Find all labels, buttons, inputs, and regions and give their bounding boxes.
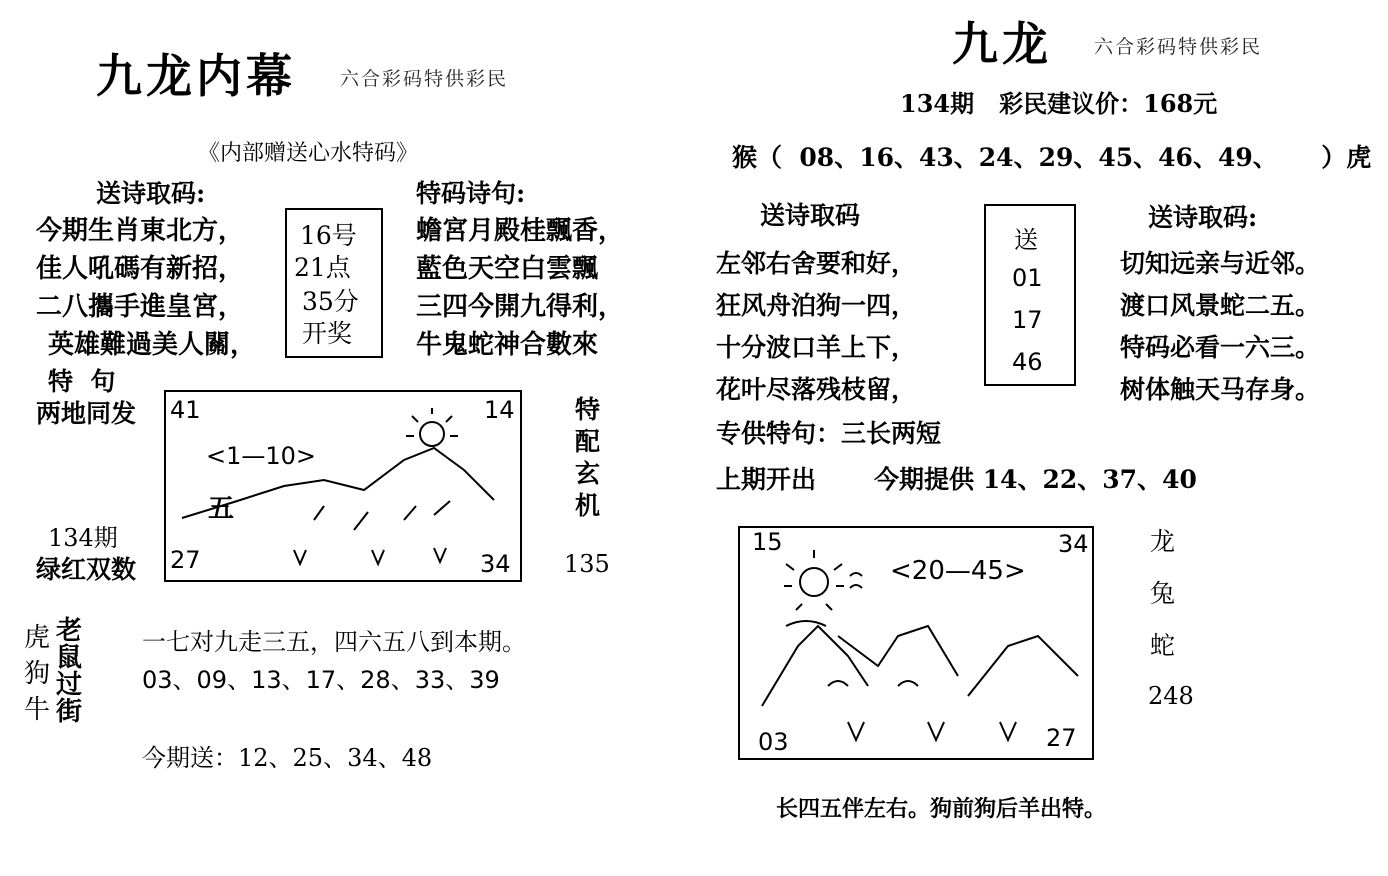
zodiac-tiger: 虎 xyxy=(24,623,51,653)
big-char-3: 过 xyxy=(56,670,83,700)
right-bottom-note: 长四五伴左右。狗前狗后羊出特。 xyxy=(776,796,1107,822)
right-poem2-heading: 送诗取码: xyxy=(1148,203,1258,232)
side-char-2: 配 xyxy=(575,427,601,456)
right-subtitle: 六合彩码特供彩民 xyxy=(1094,36,1263,58)
big-char-1: 老 xyxy=(56,616,83,646)
two-places-label: 两地同发 xyxy=(36,399,137,428)
left-title: 九龙内幕 xyxy=(96,49,296,103)
right-poem2-line-1: 切知远亲与近邻。 xyxy=(1120,249,1321,278)
side-char-1: 特 xyxy=(575,395,601,424)
zodiac-dog: 狗 xyxy=(24,659,51,689)
left-special-poem-4: 牛鬼蛇神合數來 xyxy=(416,330,599,360)
gift-box-label: 送 xyxy=(1014,226,1038,254)
big-char-2: 鼠 xyxy=(56,643,83,673)
left-special-poem-heading: 特码诗句: xyxy=(416,179,526,208)
right-poem2-line-4: 树体触天马存身。 xyxy=(1120,375,1321,404)
left-sketch-bottom-right: 34 xyxy=(480,550,511,578)
right-title: 九龙 xyxy=(952,17,1052,71)
gift-number-1: 01 xyxy=(1012,264,1043,292)
left-sketch-top-right: 14 xyxy=(484,396,515,424)
big-char-4: 街 xyxy=(56,697,83,727)
right-poem-line-4: 花叶尽落残枝留， xyxy=(716,375,917,404)
green-red-label: 绿红双数 xyxy=(36,555,137,584)
left-sketch-drawing xyxy=(164,390,520,580)
draw-time-hour: 21点 xyxy=(294,253,351,282)
right-poem2-line-3: 特码必看一六三。 xyxy=(1120,333,1321,362)
left-sketch-top-left: 41 xyxy=(170,396,201,424)
side-char-4: 机 xyxy=(575,491,601,520)
right-poem-heading: 送诗取码 xyxy=(760,201,861,230)
left-side-vertical xyxy=(575,394,600,522)
side-snake: 蛇 xyxy=(1150,631,1176,660)
left-side-number: 135 xyxy=(564,550,610,578)
draw-time-minute: 35分 xyxy=(302,287,359,316)
right-side-number: 248 xyxy=(1148,682,1194,710)
right-monkey-line: 猴（ 08、16、43、24、29、45、46、49、 ）虎 xyxy=(732,143,1372,172)
right-poem-line-2: 狂风舟泊狗一四， xyxy=(716,291,917,320)
left-sketch-range: <1—10> xyxy=(206,442,317,470)
left-numbers: 03、09、13、17、28、33、39 xyxy=(142,666,500,694)
right-last-period: 上期开出 xyxy=(716,465,817,494)
right-special-sentence: 专供特句：三长两短 xyxy=(716,419,942,448)
draw-time-open: 开奖 xyxy=(302,319,353,348)
left-gift-line: 《内部赠送心水特码》 xyxy=(198,141,419,166)
left-special-poem-1: 蟾宮月殿桂飄香， xyxy=(416,216,625,246)
special-sentence-label: 特 句 xyxy=(48,367,116,396)
side-dragon: 龙 xyxy=(1150,527,1176,556)
right-sketch-top-right: 34 xyxy=(1058,530,1089,558)
side-rabbit: 兔 xyxy=(1150,579,1176,608)
right-poem-line-3: 十分波口羊上下， xyxy=(716,333,917,362)
right-side-chars xyxy=(1150,516,1175,672)
gift-number-2: 17 xyxy=(1012,306,1043,334)
right-today-offer: 今期提供 14、22、37、40 xyxy=(874,465,1197,494)
left-special-poem-2: 藍色天空白雲飄 xyxy=(416,254,599,284)
right-sketch-bottom-right: 27 xyxy=(1046,724,1077,752)
zodiac-ox: 牛 xyxy=(24,695,51,725)
draw-time-day: 16号 xyxy=(300,221,357,250)
right-sketch-bottom-left: 03 xyxy=(758,728,789,756)
left-period-label: 134期 xyxy=(48,524,118,552)
gift-number-3: 46 xyxy=(1012,348,1043,376)
left-poem-line-3: 二八攜手進皇宮， xyxy=(36,292,245,322)
left-sketch-bottom-left: 27 xyxy=(170,546,201,574)
right-period-price: 134期 彩民建议价：168元 xyxy=(900,89,1218,118)
left-poem-line-2: 佳人吼碼有新招， xyxy=(36,254,245,284)
left-special-poem-3: 三四今開九得利， xyxy=(416,292,625,322)
left-poem-line-4: 英雄難過美人關， xyxy=(48,330,257,360)
right-poem-line-1: 左邻右舍要和好， xyxy=(716,249,917,278)
right-sketch-range: <20—45> xyxy=(890,556,1026,586)
left-poem-line-1: 今期生肖東北方， xyxy=(36,216,245,246)
left-verse: 一七对九走三五，四六五八到本期。 xyxy=(142,628,526,656)
zodiac-big-column xyxy=(56,618,82,726)
side-char-3: 玄 xyxy=(575,459,601,488)
left-sketch-char: 五 xyxy=(208,494,235,524)
right-poem2-line-2: 渡口风景蛇二五。 xyxy=(1120,291,1321,320)
left-today-give: 今期送：12、25、34、48 xyxy=(142,744,433,772)
left-poem-heading: 送诗取码: xyxy=(96,179,206,208)
right-sketch-top-left: 15 xyxy=(752,528,783,556)
left-subtitle: 六合彩码特供彩民 xyxy=(340,68,509,90)
zodiac-left-column xyxy=(24,620,50,728)
